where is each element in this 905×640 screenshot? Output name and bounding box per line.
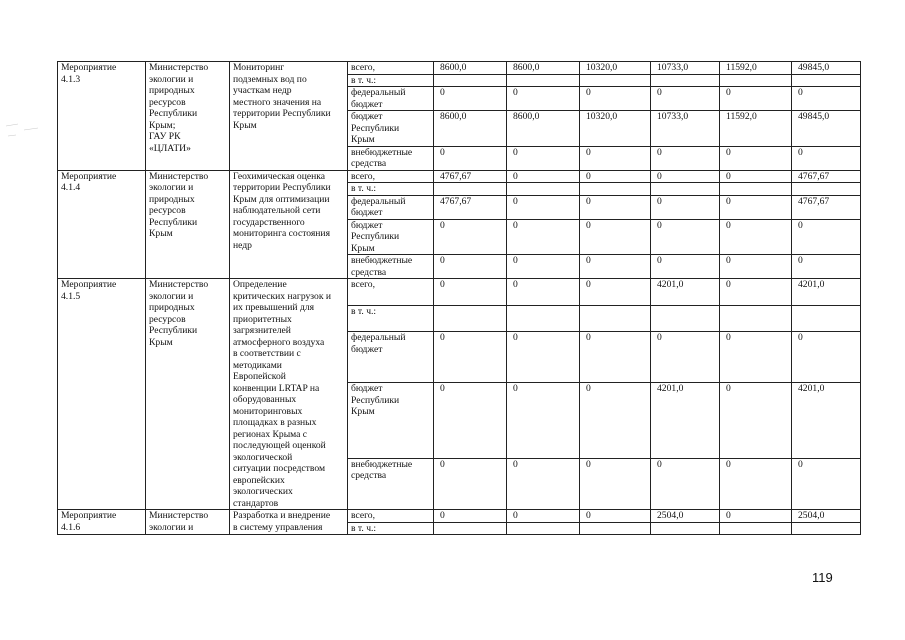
amount-cell: 0 bbox=[651, 255, 720, 279]
amount-cell: 0 bbox=[651, 87, 720, 111]
amount-cell: 0 bbox=[507, 510, 580, 523]
amount-cell bbox=[792, 74, 861, 87]
amount-cell: 0 bbox=[580, 458, 651, 509]
amount-cell: 0 bbox=[507, 219, 580, 255]
funding-source-cell: всего, bbox=[348, 510, 434, 523]
amount-cell: 0 bbox=[580, 146, 651, 170]
amount-cell bbox=[580, 183, 651, 196]
amount-cell bbox=[651, 74, 720, 87]
amount-cell: 0 bbox=[792, 255, 861, 279]
amount-cell: 0 bbox=[651, 219, 720, 255]
amount-cell bbox=[792, 183, 861, 196]
amount-cell: 0 bbox=[720, 279, 792, 306]
budget-table bbox=[57, 61, 861, 535]
description-cell: Мониторинг подземных вод по участкам недр местного значения на территории Республики Крым bbox=[230, 62, 348, 171]
amount-cell: 4767,67 bbox=[792, 195, 861, 219]
amount-cell: 0 bbox=[434, 510, 507, 523]
amount-cell: 0 bbox=[580, 195, 651, 219]
amount-cell bbox=[651, 183, 720, 196]
amount-cell: 0 bbox=[580, 383, 651, 459]
amount-cell: 8600,0 bbox=[434, 111, 507, 147]
scan-artifact bbox=[4, 120, 40, 142]
amount-cell: 0 bbox=[434, 458, 507, 509]
funding-source-cell: в т. ч.: bbox=[348, 183, 434, 196]
amount-cell: 0 bbox=[434, 332, 507, 383]
amount-cell: 0 bbox=[507, 332, 580, 383]
table-body bbox=[58, 62, 861, 535]
executor-cell: Министерство экологии и bbox=[146, 510, 230, 535]
funding-source-cell: федеральный бюджет bbox=[348, 87, 434, 111]
amount-cell: 0 bbox=[507, 87, 580, 111]
amount-cell bbox=[651, 522, 720, 535]
amount-cell bbox=[434, 74, 507, 87]
amount-cell: 0 bbox=[434, 383, 507, 459]
table-row bbox=[58, 170, 861, 183]
amount-cell: 2504,0 bbox=[651, 510, 720, 523]
amount-cell: 8600,0 bbox=[507, 62, 580, 75]
amount-cell bbox=[651, 305, 720, 332]
amount-cell bbox=[792, 522, 861, 535]
executor-cell: Министерство экологии и природных ресурсов Республики Крым bbox=[146, 170, 230, 279]
funding-source-cell: всего, bbox=[348, 62, 434, 75]
amount-cell: 0 bbox=[651, 332, 720, 383]
amount-cell: 0 bbox=[507, 279, 580, 306]
amount-cell: 0 bbox=[651, 195, 720, 219]
amount-cell bbox=[720, 183, 792, 196]
amount-cell: 4201,0 bbox=[651, 279, 720, 306]
amount-cell: 10733,0 bbox=[651, 62, 720, 75]
amount-cell: 0 bbox=[580, 170, 651, 183]
amount-cell: 0 bbox=[720, 458, 792, 509]
amount-cell bbox=[507, 522, 580, 535]
amount-cell: 4767,67 bbox=[792, 170, 861, 183]
amount-cell: 4201,0 bbox=[792, 383, 861, 459]
amount-cell: 0 bbox=[434, 146, 507, 170]
amount-cell bbox=[434, 522, 507, 535]
table-row bbox=[58, 510, 861, 523]
amount-cell: 0 bbox=[720, 87, 792, 111]
amount-cell: 0 bbox=[720, 383, 792, 459]
amount-cell bbox=[580, 74, 651, 87]
amount-cell: 0 bbox=[792, 219, 861, 255]
amount-cell: 0 bbox=[720, 332, 792, 383]
amount-cell: 0 bbox=[580, 219, 651, 255]
funding-source-cell: всего, bbox=[348, 170, 434, 183]
amount-cell: 4767,67 bbox=[434, 195, 507, 219]
executor-cell: Министерство экологии и природных ресурсов Республики Крым; ГАУ РК «ЦЛАТИ» bbox=[146, 62, 230, 171]
amount-cell: 0 bbox=[434, 255, 507, 279]
amount-cell bbox=[507, 74, 580, 87]
description-cell: Определение критических нагрузок и их превышений для приоритетных загрязнителей атмосферного воздуха в соответствии с методиками Европейской конвенции LRTAP на оборудованных мониторинговых площадках в разных регионах Крыма с последующей оценкой экологической ситуации посредством европейских экологических стандартов bbox=[230, 279, 348, 510]
amount-cell: 0 bbox=[651, 146, 720, 170]
funding-source-cell: внебюджетные средства bbox=[348, 458, 434, 509]
amount-cell: 0 bbox=[580, 510, 651, 523]
amount-cell: 0 bbox=[720, 195, 792, 219]
amount-cell: 8600,0 bbox=[434, 62, 507, 75]
amount-cell: 0 bbox=[507, 170, 580, 183]
amount-cell: 0 bbox=[507, 195, 580, 219]
amount-cell bbox=[507, 183, 580, 196]
funding-source-cell: бюджет Республики Крым bbox=[348, 111, 434, 147]
measure-cell: Мероприятие 4.1.5 bbox=[58, 279, 146, 510]
page-number: 119 bbox=[812, 570, 833, 585]
amount-cell: 0 bbox=[507, 458, 580, 509]
amount-cell: 0 bbox=[507, 255, 580, 279]
amount-cell bbox=[434, 183, 507, 196]
executor-cell: Министерство экологии и природных ресурсов Республики Крым bbox=[146, 279, 230, 510]
amount-cell: 0 bbox=[651, 458, 720, 509]
amount-cell: 0 bbox=[580, 87, 651, 111]
funding-source-cell: федеральный бюджет bbox=[348, 195, 434, 219]
amount-cell: 49845,0 bbox=[792, 62, 861, 75]
amount-cell: 0 bbox=[434, 279, 507, 306]
amount-cell: 0 bbox=[434, 87, 507, 111]
measure-cell: Мероприятие 4.1.4 bbox=[58, 170, 146, 279]
funding-source-cell: внебюджетные средства bbox=[348, 255, 434, 279]
description-cell: Разработка и внедрение в систему управления bbox=[230, 510, 348, 535]
funding-source-cell: бюджет Республики Крым bbox=[348, 219, 434, 255]
funding-source-cell: в т. ч.: bbox=[348, 522, 434, 535]
amount-cell bbox=[792, 305, 861, 332]
amount-cell: 0 bbox=[720, 510, 792, 523]
funding-source-cell: в т. ч.: bbox=[348, 305, 434, 332]
amount-cell: 0 bbox=[580, 332, 651, 383]
description-cell: Геохимическая оценка территории Республики Крым для оптимизации наблюдательной сети государственного мониторинга состояния недр bbox=[230, 170, 348, 279]
measure-cell: Мероприятие 4.1.6 bbox=[58, 510, 146, 535]
amount-cell: 11592,0 bbox=[720, 62, 792, 75]
amount-cell bbox=[720, 74, 792, 87]
funding-source-cell: внебюджетные средства bbox=[348, 146, 434, 170]
amount-cell: 0 bbox=[720, 170, 792, 183]
amount-cell: 0 bbox=[651, 170, 720, 183]
amount-cell bbox=[720, 305, 792, 332]
table-row bbox=[58, 279, 861, 306]
amount-cell: 0 bbox=[507, 383, 580, 459]
amount-cell: 10733,0 bbox=[651, 111, 720, 147]
amount-cell: 2504,0 bbox=[792, 510, 861, 523]
amount-cell: 0 bbox=[720, 255, 792, 279]
amount-cell: 0 bbox=[792, 146, 861, 170]
amount-cell: 8600,0 bbox=[507, 111, 580, 147]
amount-cell bbox=[580, 522, 651, 535]
funding-source-cell: всего, bbox=[348, 279, 434, 306]
measure-cell: Мероприятие 4.1.3 bbox=[58, 62, 146, 171]
amount-cell: 10320,0 bbox=[580, 62, 651, 75]
amount-cell bbox=[580, 305, 651, 332]
amount-cell: 0 bbox=[792, 87, 861, 111]
amount-cell: 0 bbox=[720, 146, 792, 170]
amount-cell: 10320,0 bbox=[580, 111, 651, 147]
amount-cell bbox=[720, 522, 792, 535]
amount-cell bbox=[507, 305, 580, 332]
amount-cell: 0 bbox=[720, 219, 792, 255]
funding-source-cell: бюджет Республики Крым bbox=[348, 383, 434, 459]
amount-cell bbox=[434, 305, 507, 332]
funding-source-cell: федеральный бюджет bbox=[348, 332, 434, 383]
amount-cell: 4767,67 bbox=[434, 170, 507, 183]
amount-cell: 0 bbox=[792, 332, 861, 383]
amount-cell: 0 bbox=[434, 219, 507, 255]
table-row bbox=[58, 62, 861, 75]
funding-source-cell: в т. ч.: bbox=[348, 74, 434, 87]
amount-cell: 0 bbox=[507, 146, 580, 170]
amount-cell: 4201,0 bbox=[792, 279, 861, 306]
amount-cell: 0 bbox=[580, 279, 651, 306]
amount-cell: 0 bbox=[580, 255, 651, 279]
amount-cell: 49845,0 bbox=[792, 111, 861, 147]
amount-cell: 0 bbox=[792, 458, 861, 509]
amount-cell: 11592,0 bbox=[720, 111, 792, 147]
amount-cell: 4201,0 bbox=[651, 383, 720, 459]
